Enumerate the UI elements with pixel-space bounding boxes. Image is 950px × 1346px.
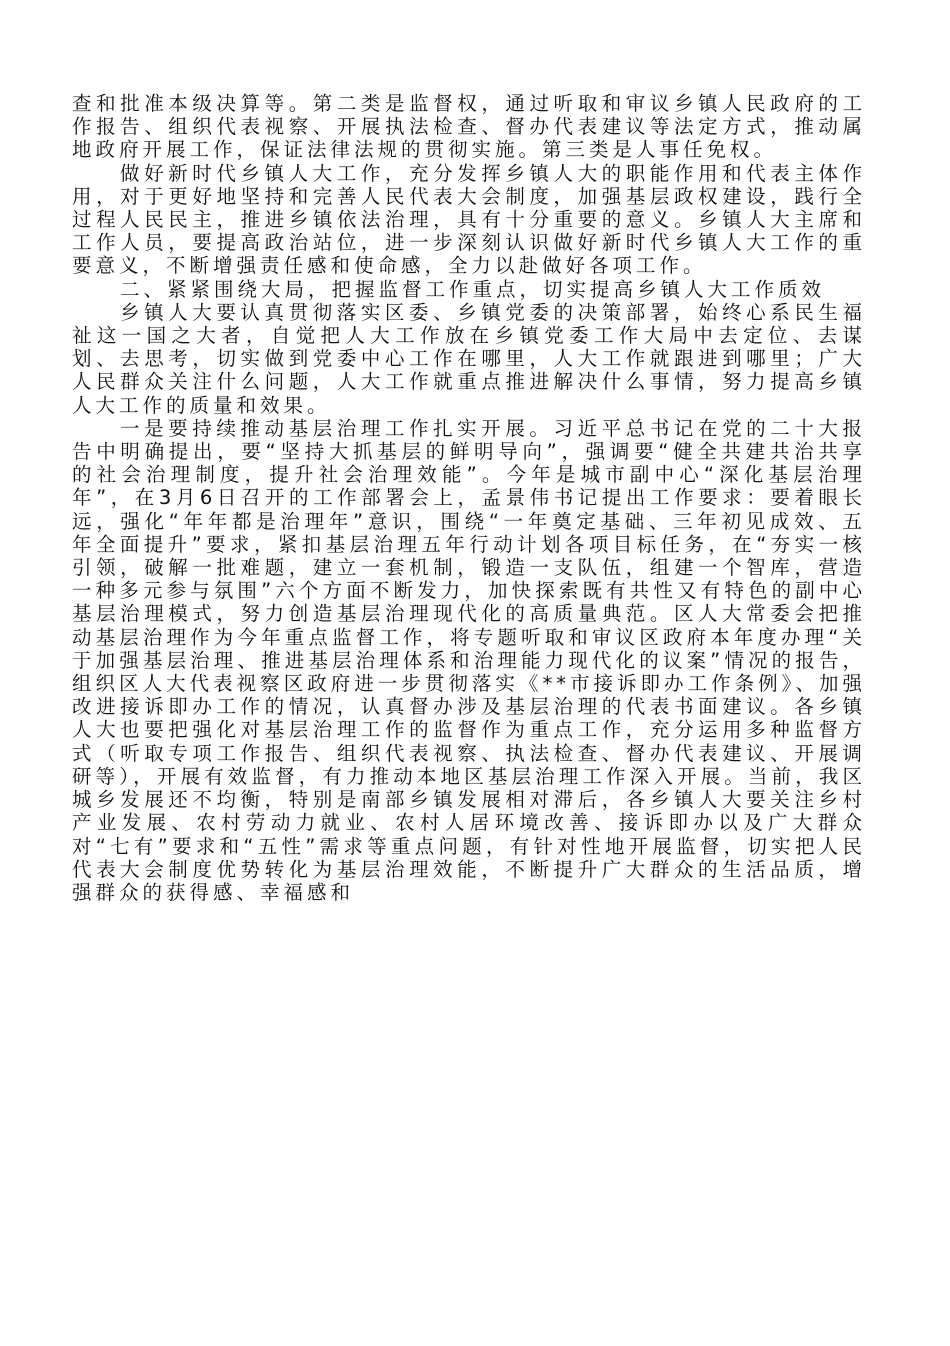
section-heading-two: 二、紧紧围绕大局，把握监督工作重点，切实提高乡镇人大工作质效	[120, 277, 826, 301]
paragraph-overall-situation: 乡镇人大要认真贯彻落实区委、乡镇党委的决策部署，始终心系民生福祉这一国之大者，自觉把人大工作放在乡镇党委工作大局中去定位、去谋划、去思考，切实做到党委中心工作在哪里，人大工作就跟进到哪里；广大人民群众关注什么问题，人大工作就重点推进解决什么事情，努力提高乡镇人大工作的质量和效果。	[72, 300, 866, 417]
document-page	[72, 92, 866, 904]
paragraph-grassroots-governance: 一是要持续推动基层治理工作扎实开展。习近平总书记在党的二十大报告中明确提出，要“坚持大抓基层的鲜明导向”，强调要“健全共建共治共享的社会治理制度，提升社会治理效能”。今年是城市副中心“深化基层治理年”，在3月6日召开的工作部署会上，孟景伟书记提出工作要求：要着眼长远，强化“年年都是治理年”意识，围绕“一年奠定基础、三年初见成效、五年全面提升”要求，紧扣基层治理五年行动计划各项目标任务，在“夯实一核引领，破解一批难题，建立一套机制，锻造一支队伍，组建一个智库，营造一种多元参与氛围”六个方面不断发力，加快探索既有共性又有特色的副中心基层治理模式，努力创造基层治理现代化的高质量典范。区人大常委会把推动基层治理作为今年重点监督工作，将专题听取和审议区政府本年度办理“关于加强基层治理、推进基层治理体系和治理能力现代化的议案”情况的报告，组织区人大代表视察区政府进一步贯彻落实《**市接诉即办工作条例》、加强改进接诉即办工作的情况，认真督办涉及基层治理的代表书面建议。各乡镇人大也要把强化对基层治理工作的监督作为重点工作，充分运用多种监督方式（听取专项工作报告、组织代表视察、执法检查、督办代表建议、开展调研等），开展有效监督，有力推动本地区基层治理工作深入开展。当前，我区城乡发展还不均衡，特别是南部乡镇发展相对滞后，各乡镇人大要关注乡村产业发展、农村劳动力就业、农村人居环境改善、接诉即办以及广大群众对“七有”要求和“五性”需求等重点问题，有针对性地开展监督，切实把人民代表大会制度优势转化为基层治理效能，不断提升广大群众的生活品质，增强群众的获得感、幸福感和	[72, 416, 866, 904]
paragraph-significance: 做好新时代乡镇人大工作，充分发挥乡镇人大的职能作用和代表主体作用，对于更好地坚持和完善人民代表大会制度，加强基层政权建设，践行全过程人民民主，推进乡镇依法治理，具有十分重要的意义。乡镇人大主席和工作人员，要提高政治站位，进一步深刻认识做好新时代乡镇人大工作的重要意义，不断增强责任感和使命感，全力以赴做好各项工作。	[72, 161, 866, 278]
paragraph-powers-continued: 查和批准本级决算等。第二类是监督权，通过听取和审议乡镇人民政府的工作报告、组织代表视察、开展执法检查、督办代表建议等法定方式，推动属地政府开展工作，保证法律法规的贯彻实施。第三类是人事任免权。	[72, 92, 866, 162]
